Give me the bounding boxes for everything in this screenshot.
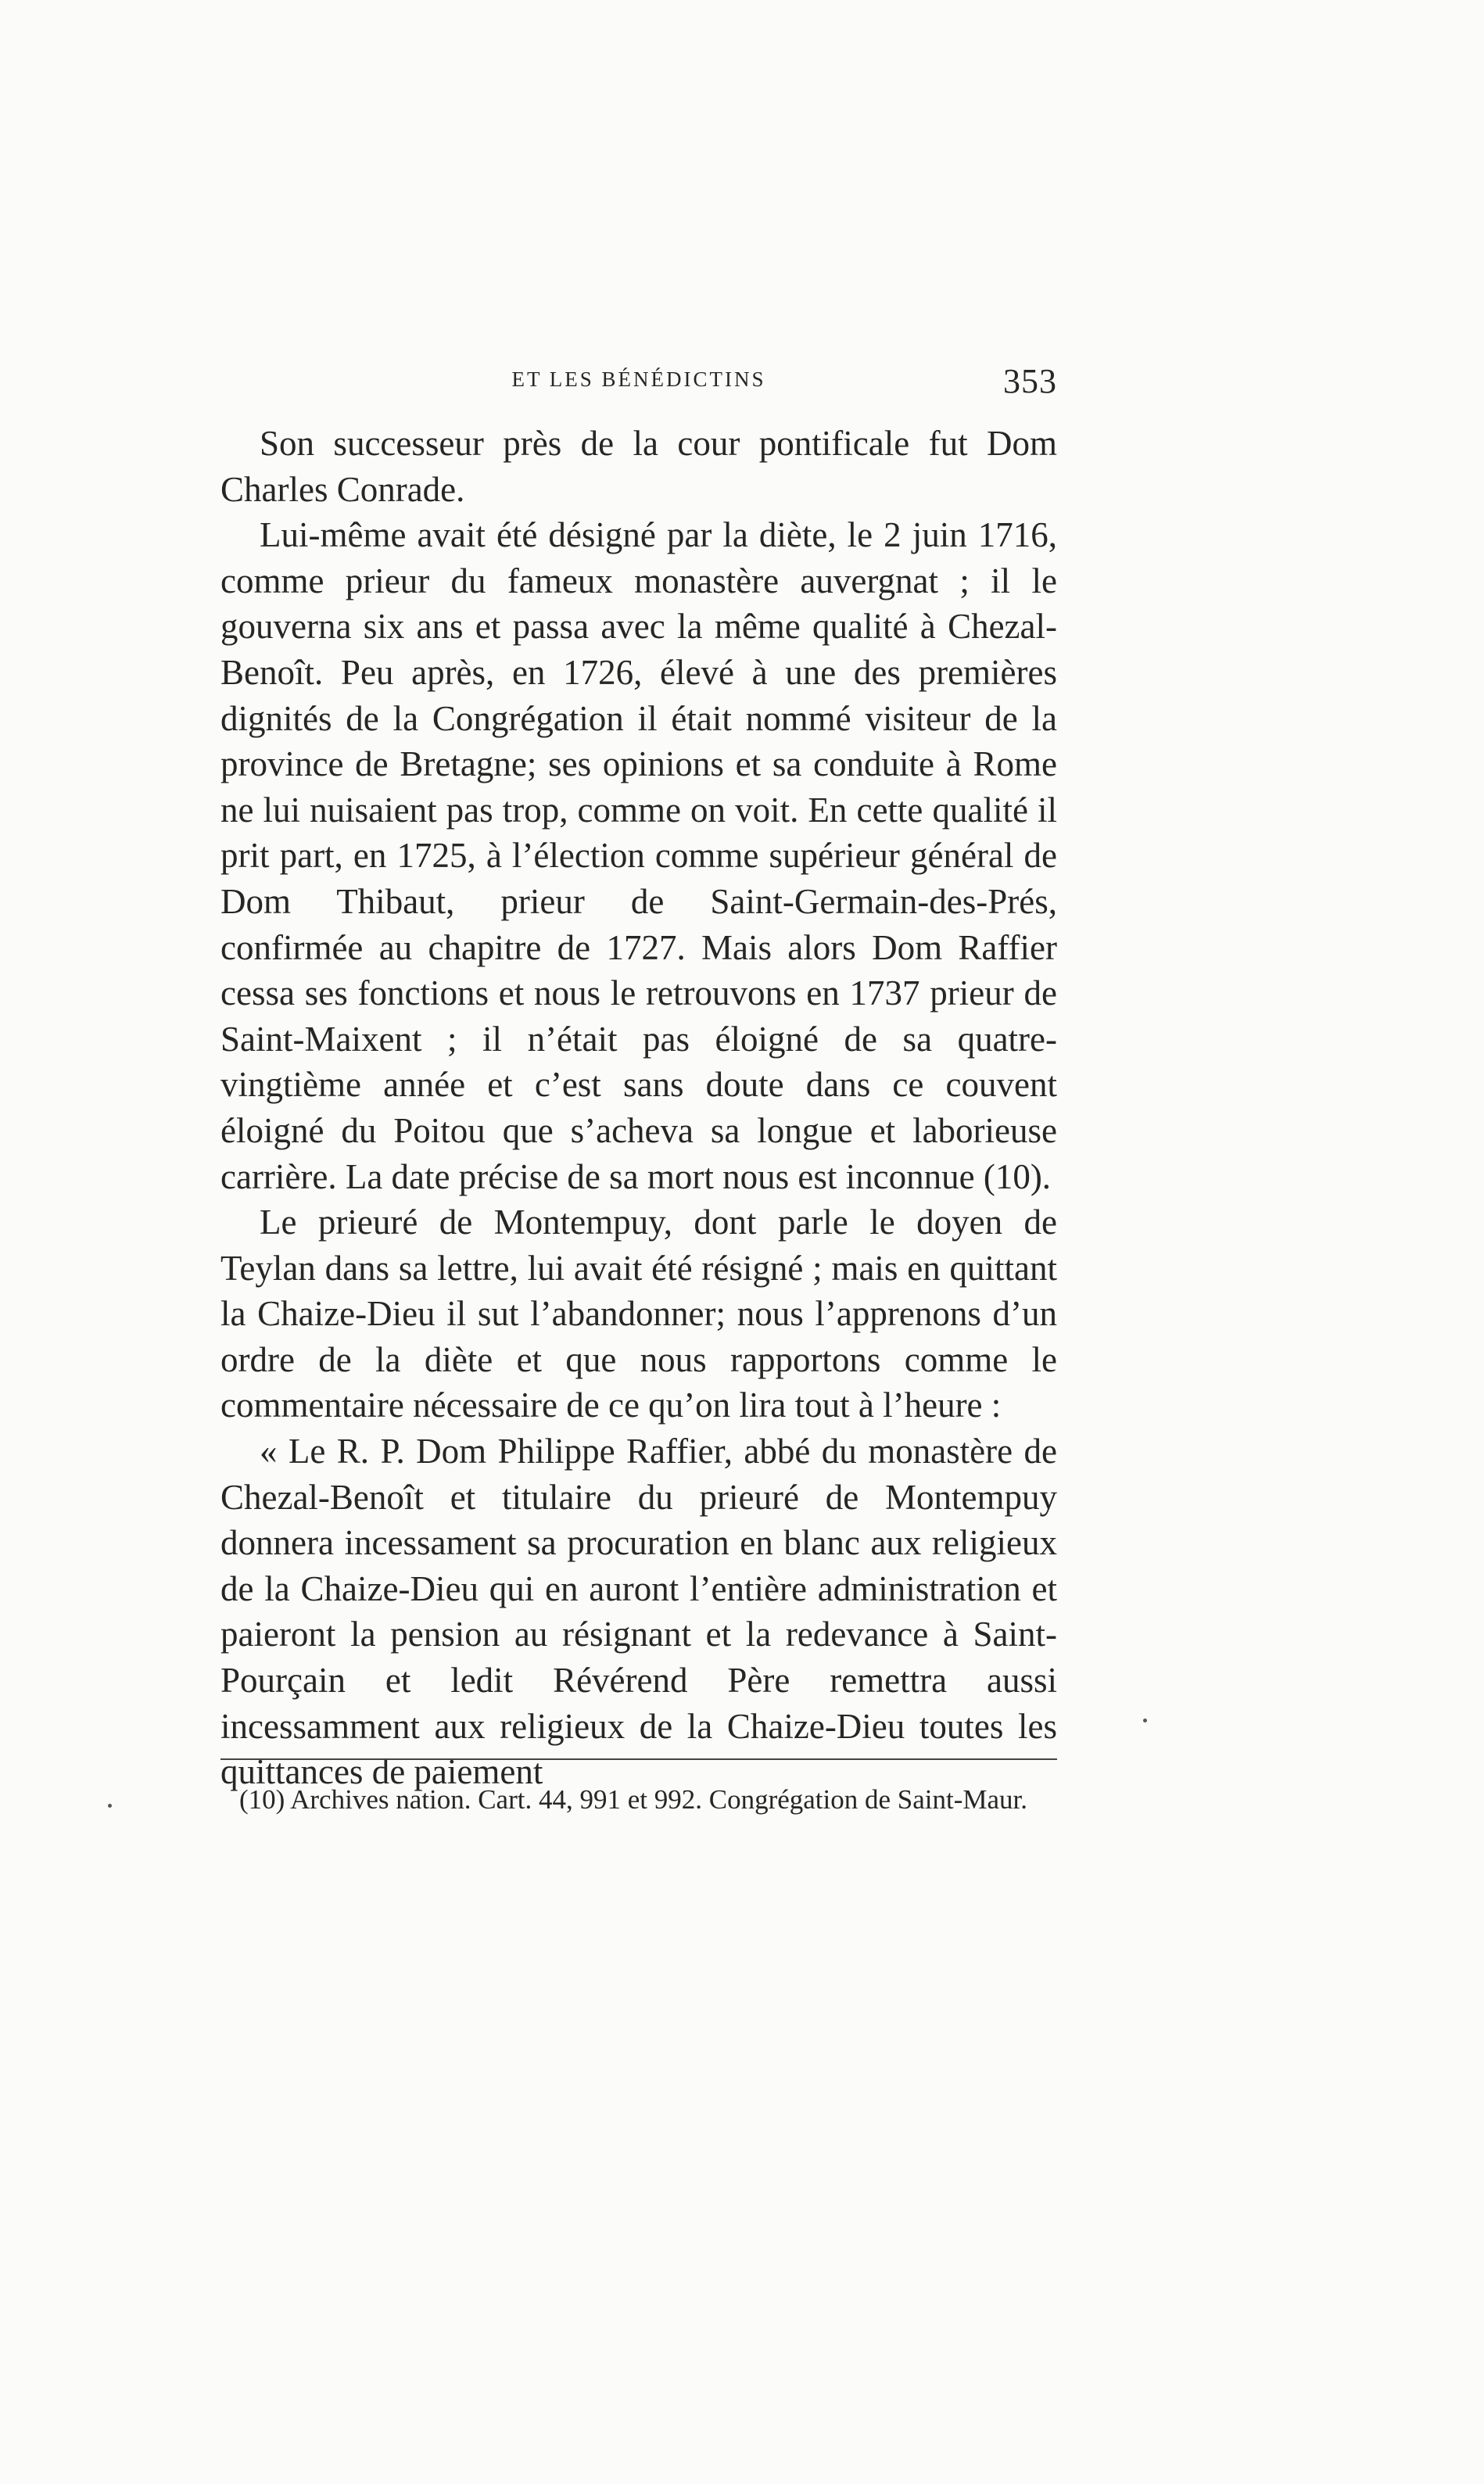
stray-ink-mark	[1143, 1719, 1147, 1722]
footnote: (10) Archives nation. Cart. 44, 991 et 992. Congrégation de Saint-Maur.	[239, 1784, 1028, 1815]
stray-ink-mark	[108, 1804, 112, 1808]
paragraph-2: Lui-même avait été désigné par la diète, le 2 juin 1716, comme prieur du fameux monastère auvergnat ; il le gouverna six ans et passa avec la même qualité à Chezal-Benoît. Peu après, en 1726, élevé à une des premières dignités de la Congrégation il était nommé visiteur de la province de Bretagne; ses opinions et sa conduite à Rome ne lui nuisaient pas trop, comme on voit. En cette qualité il prit part, en 1725, à l’élection comme supérieur général de Dom Thibaut, prieur de Saint-Germain-des-Prés, confirmée au chapitre de 1727. Mais alors Dom Raffier cessa ses fonctions et nous le retrouvons en 1737 prieur de Saint-Maixent ; il n’était pas éloigné de sa quatre-vingtième année et c’est sans doute dans ce couvent éloigné du Poitou que s’acheva sa longue et laborieuse carrière. La date précise de sa mort nous est inconnue (10).	[220, 515, 1057, 1196]
footnote-divider	[220, 1758, 1057, 1760]
page-number: 353	[1003, 362, 1057, 400]
body-text	[220, 421, 1057, 1795]
paragraph-1: Son successeur près de la cour pontificale fut Dom Charles Conrade.	[220, 424, 1057, 509]
running-head	[220, 361, 1057, 408]
paragraph-3: Le prieuré de Montempuy, dont parle le doyen de Teylan dans sa lettre, lui avait été résigné ; mais en quittant la Chaize-Dieu il sut l’abandonner; nous l’apprenons d’un ordre de la diète et que nous rapportons comme le commentaire nécessaire de ce qu’on lira tout à l’heure :	[220, 1203, 1057, 1425]
running-title: ET LES BÉNÉDICTINS	[511, 367, 766, 391]
paragraph-4: « Le R. P. Dom Philippe Raffier, abbé du monastère de Chezal-Benoît et titulaire du prieuré de Montempuy donnera incessament sa procuration en blanc aux religieux de la Chaize-Dieu qui en auront l’entière administration et paieront la pension au résignant et la redevance à Saint-Pourçain et ledit Révérend Père remettra aussi incessamment aux religieux de la Chaize-Dieu toutes les quittances de paiement	[220, 1432, 1057, 1792]
